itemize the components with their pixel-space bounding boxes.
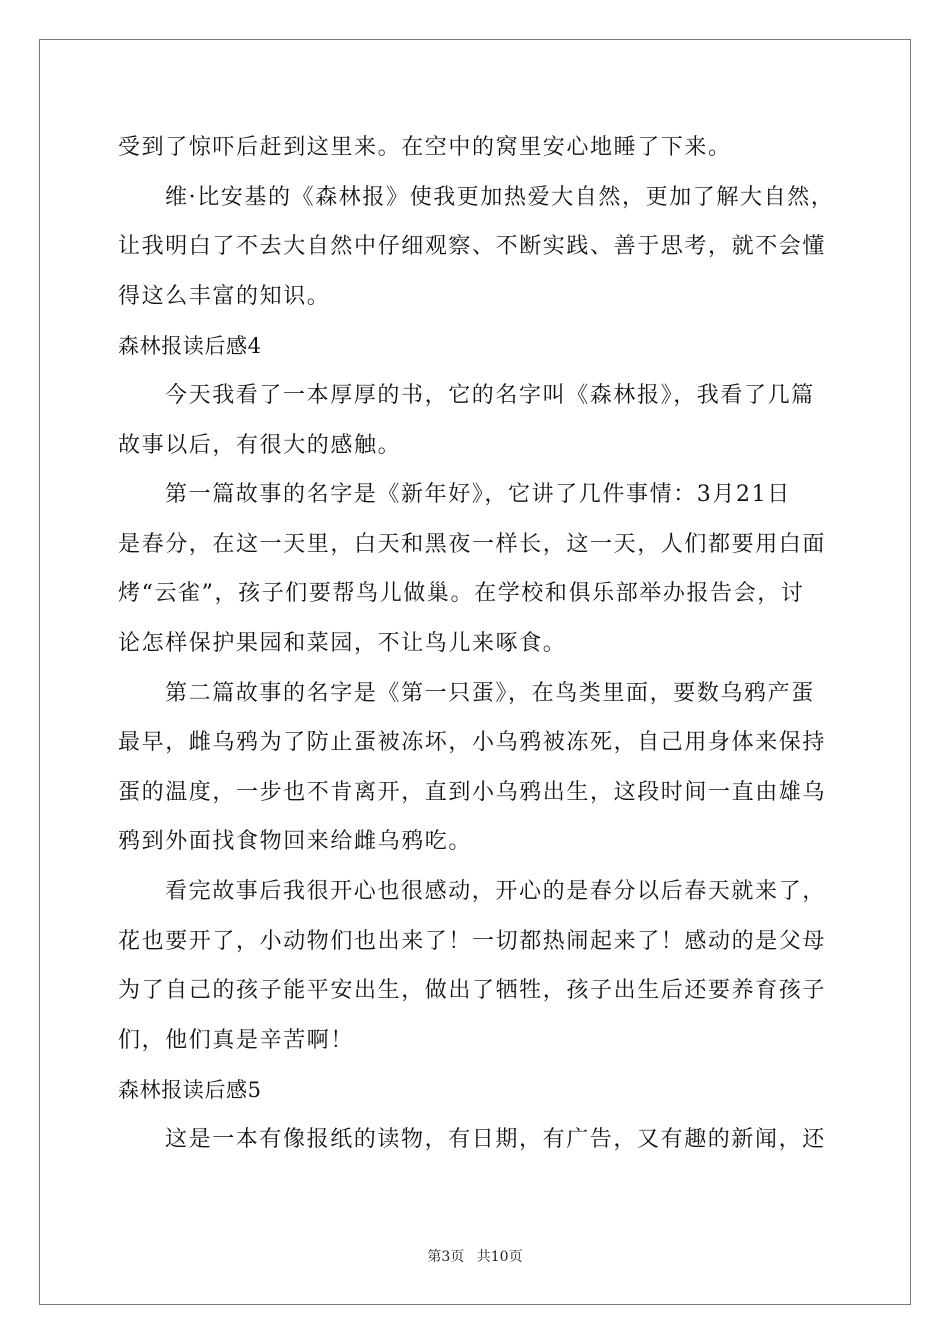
text-line: 让我明白了不去大自然中仔细观察、不断实践、善于思考，就不会懂 [118,234,827,260]
text-line: 烤“云雀”，孩子们要帮鸟儿做巢。在学校和俱乐部举办报告会，讨 [118,581,805,607]
section-heading: 森林报读后感5 [118,1078,262,1103]
page-number: 第3页 [427,1249,465,1265]
text-line: 受到了惊吓后赶到这里来。在空中的窝里安心地睡了下来。 [118,135,732,160]
text-line: 为了自己的孩子能平安出生，做出了牺牲，孩子出生后还要养育孩子 [118,978,827,1004]
text-line: 论怎样保护果园和菜园，不让鸟儿来啄食。 [118,630,567,656]
paragraph-start: 第一篇故事的名字是《新年好》，它讲了几件事情：3月21日 [165,482,791,508]
paragraph-start: 维·比安基的《森林报》使我更加热爱大自然，更加了解大自然， [165,184,835,210]
text-line: 鸦到外面找食物回来给雌乌鸦吃。 [118,829,473,855]
text-line: 们，他们真是辛苦啊！ [118,1027,355,1053]
paragraph-start: 这是一本有像报纸的读物，有日期，有广告，又有趣的新闻，还 [165,1126,826,1152]
page-footer [0,1246,950,1266]
text-line: 最早，雌乌鸦为了防止蛋被冻坏，小乌鸦被冻死，自己用身体来保持 [118,730,827,756]
text-line: 得这么丰富的知识。 [118,283,331,309]
document-body [118,128,838,1169]
paragraph-start: 今天我看了一本厚厚的书，它的名字叫《森林报》，我看了几篇 [165,382,815,408]
text-line: 花也要开了，小动物们也出来了！一切都热闹起来了！感动的是父母 [118,928,827,954]
paragraph-start: 看完故事后我很开心也很感动，开心的是春分以后春天就来了， [165,878,826,904]
text-line: 是春分，在这一天里，白天和黑夜一样长，这一天，人们都要用白面 [118,531,827,557]
paragraph-start: 第二篇故事的名字是《第一只蛋》，在鸟类里面，要数乌鸦产蛋 [165,680,815,706]
section-heading: 森林报读后感4 [118,334,262,359]
text-line: 故事以后，有很大的感触。 [118,432,402,458]
text-line: 蛋的温度，一步也不肯离开，直到小乌鸦出生，这段时间一直由雄乌 [118,779,827,805]
page-total: 共10页 [476,1249,523,1265]
